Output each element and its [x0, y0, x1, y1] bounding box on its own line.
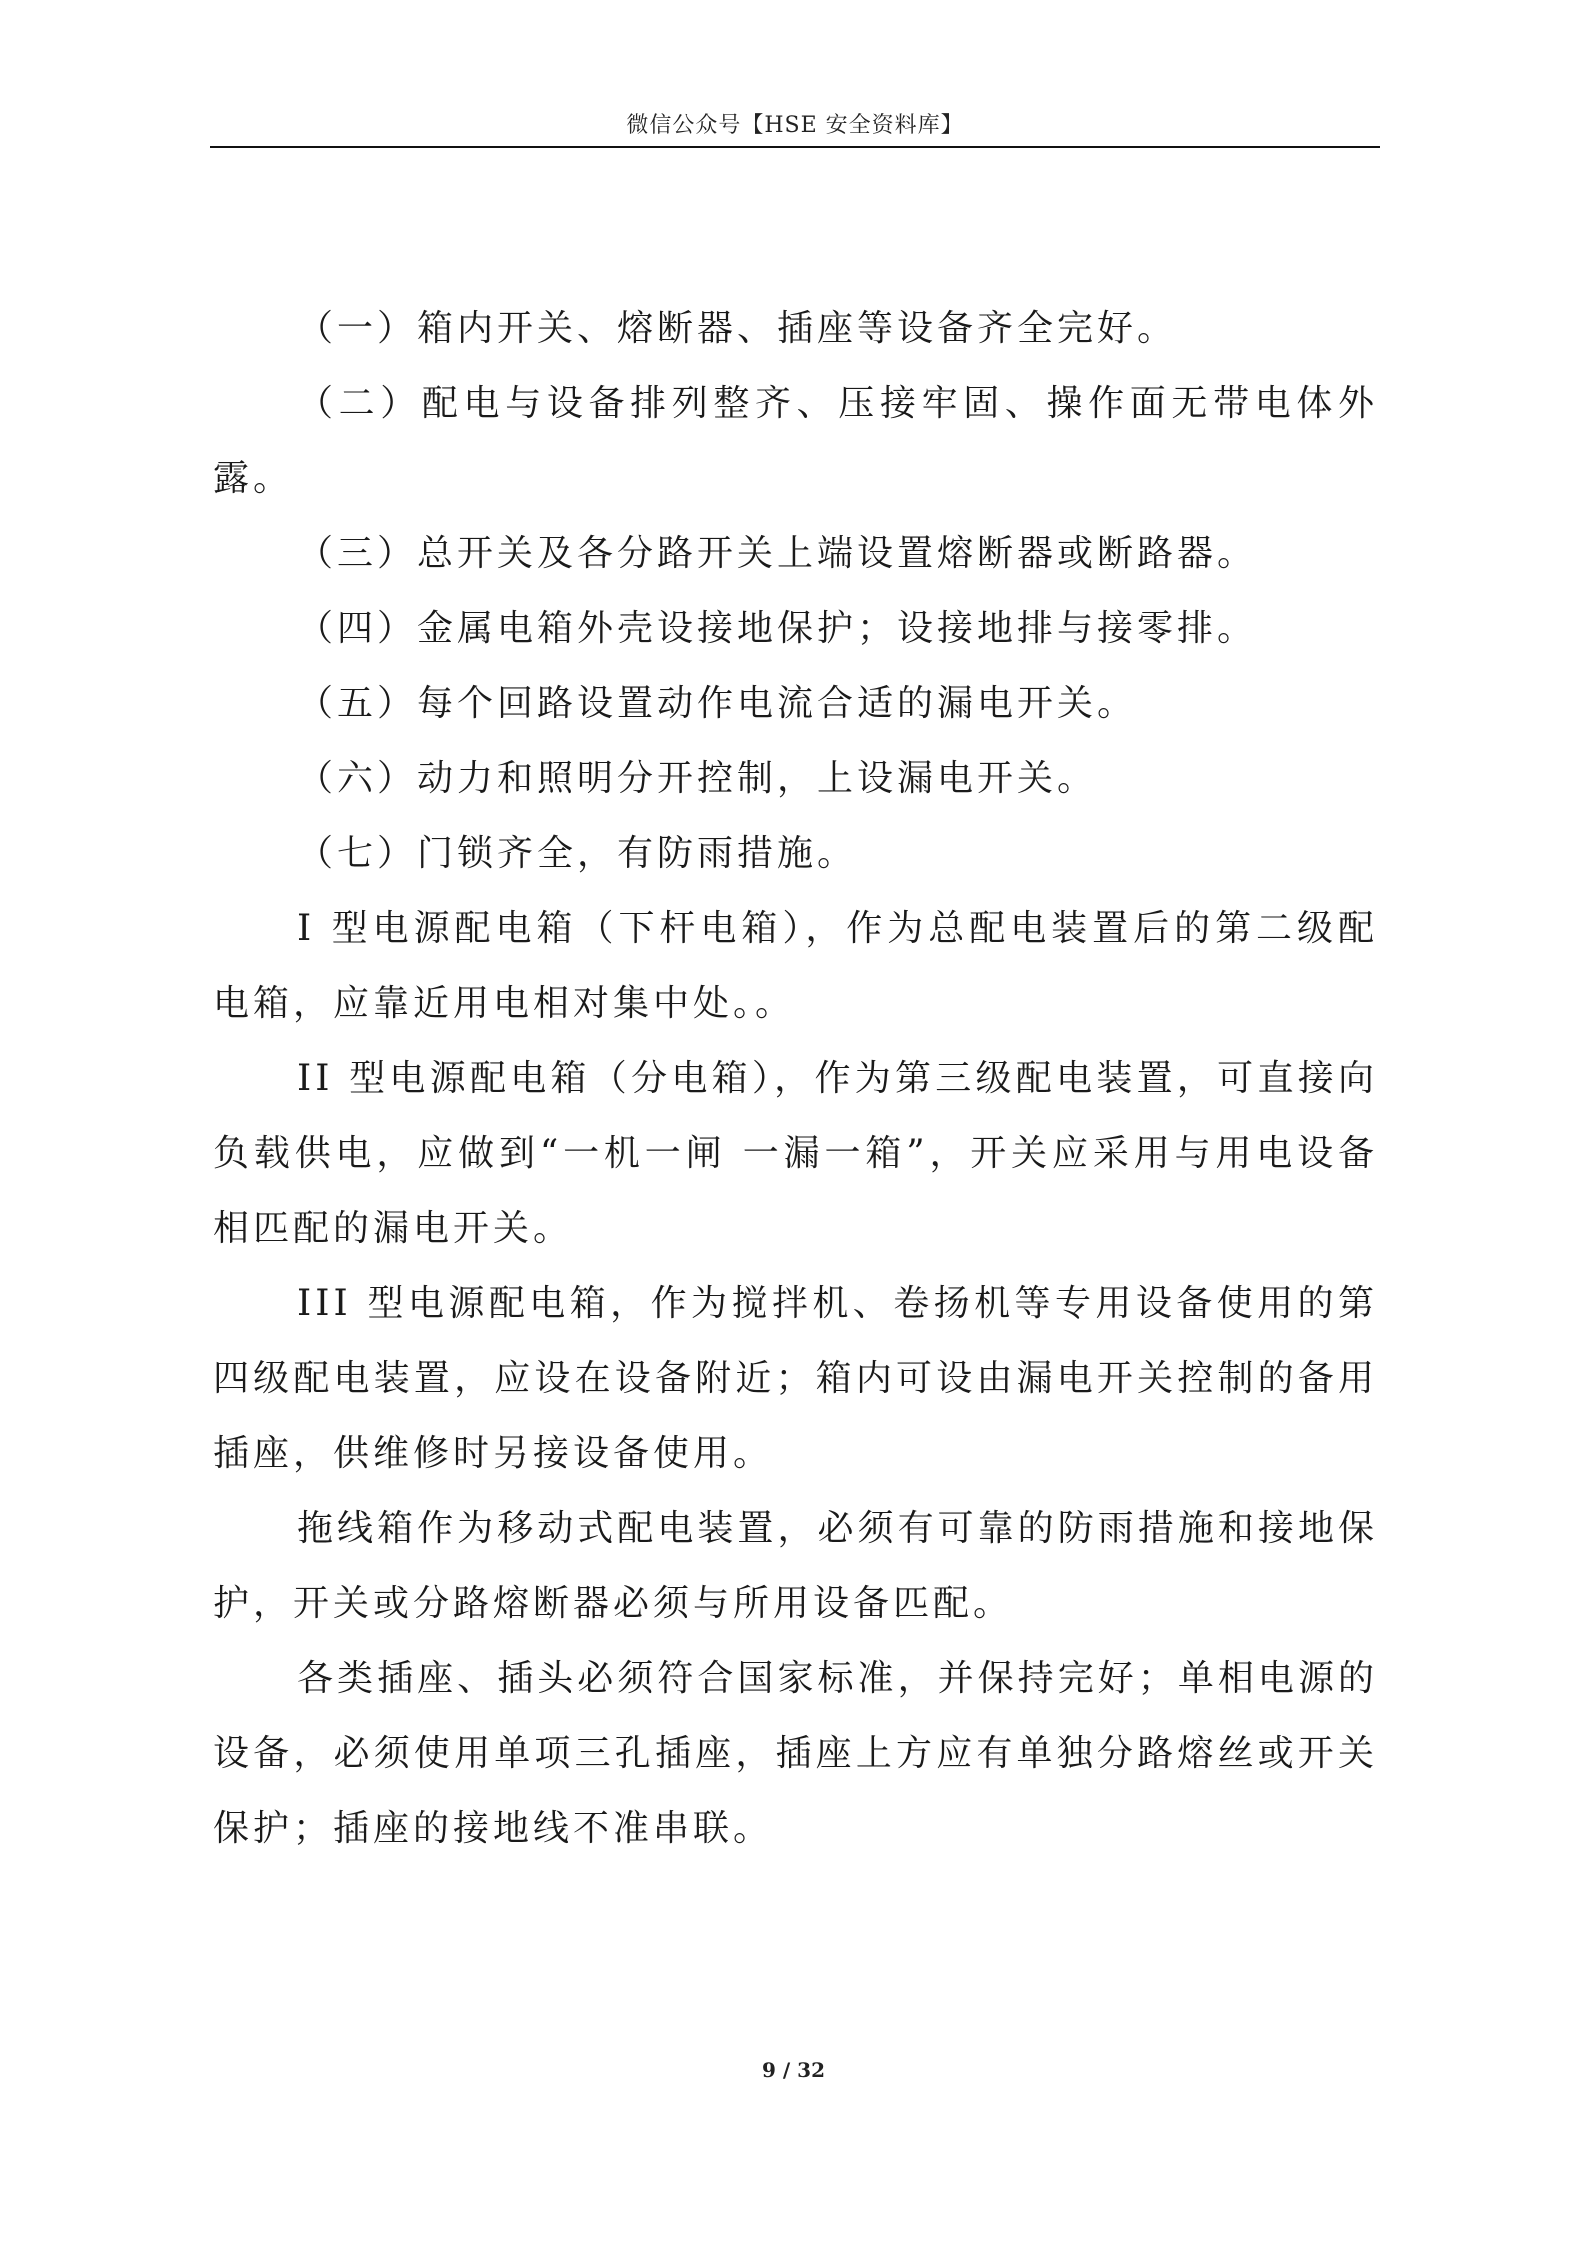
paragraph: 拖线箱作为移动式配电装置，必须有可靠的防雨措施和接地保护，开关或分路熔断器必须与所用设备匹配。	[213, 1508, 1378, 1624]
paragraph: 各类插座、插头必须符合国家标准，并保持完好；单相电源的设备，必须使用单项三孔插座，插座上方应有单独分路熔丝或开关保护；插座的接地线不准串联。	[213, 1658, 1378, 1849]
paragraph: （七）门锁齐全，有防雨措施。	[297, 833, 858, 874]
paragraph: （五）每个回路设置动作电流合适的漏电开关。	[297, 683, 1138, 724]
paragraph: （四）金属电箱外壳设接地保护；设接地排与接零排。	[297, 608, 1258, 649]
paragraph: （三）总开关及各分路开关上端设置熔断器或断路器。	[297, 533, 1258, 574]
paragraph: I 型电源配电箱（下杆电箱），作为总配电装置后的第二级配电箱，应靠近用电相对集中处。。	[213, 908, 1378, 1024]
paragraph: （一）箱内开关、熔断器、插座等设备齐全完好。	[297, 308, 1178, 349]
paragraph: III 型电源配电箱，作为搅拌机、卷扬机等专用设备使用的第四级配电装置，应设在设备附近；箱内可设由漏电开关控制的备用插座，供维修时另接设备使用。	[213, 1283, 1378, 1474]
body-text	[213, 291, 1378, 1866]
header-divider	[210, 146, 1380, 148]
paragraph: II 型电源配电箱（分电箱），作为第三级配电装置，可直接向负载供电，应做到“一机一闸 一漏一箱”，开关应采用与用电设备相匹配的漏电开关。	[213, 1058, 1378, 1249]
paragraph: （二）配电与设备排列整齐、压接牢固、操作面无带电体外露。	[213, 383, 1378, 499]
paragraph: （六）动力和照明分开控制，上设漏电开关。	[297, 758, 1098, 799]
page-header: 微信公众号【HSE 安全资料库】	[626, 113, 964, 138]
page-number: 9 / 32	[762, 2058, 825, 2082]
